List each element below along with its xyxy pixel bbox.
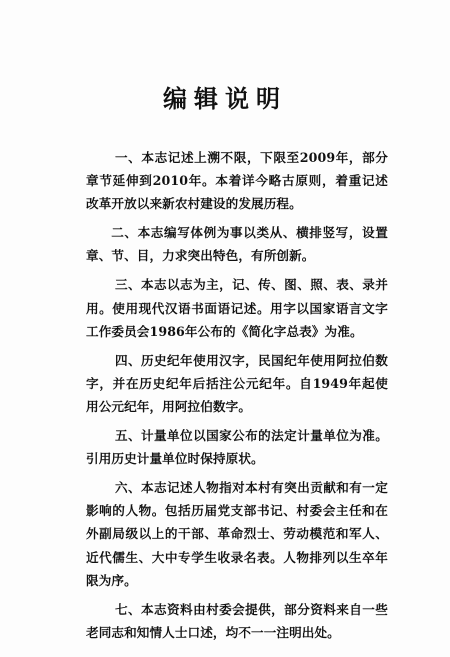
page-title: 编辑说明	[163, 84, 287, 113]
document-body	[86, 146, 388, 650]
paragraph-3: 三、本志以志为主，记、传、图、照、表、录并用。使用现代汉语书面语记述。用字以国家语言文字工作委员会1986年公布的《简化字总表》为准。	[86, 277, 388, 339]
paragraph-4: 四、历史纪年使用汉字，民国纪年使用阿拉伯数字，并在历史纪年后括注公元纪年。自1949年起使用公元纪年，用阿拉伯数字。	[86, 352, 388, 414]
paragraph-2: 二、本志编写体例为事以类从、横排竖写，设置章、节、目，力求突出特色，有所创新。	[86, 225, 388, 264]
paragraph-7: 七、本志资料由村委会提供，部分资料来自一些老同志和知情人士口述，均不一一注明出处。	[86, 601, 388, 640]
paragraph-1: 一、本志记述上溯不限，下限至2009年，部分章节延伸到2010年。本着详今略古原则，着重记述改革开放以来新农村建设的发展历程。	[86, 150, 388, 212]
paragraph-5: 五、计量单位以国家公布的法定计量单位为准。引用历史计量单位时保持原状。	[86, 428, 388, 467]
paragraph-6: 六、本志记述人物指对本村有突出贡献和有一定影响的人物。包括历届党支部书记、村委会主任和在外副局级以上的干部、革命烈士、劳动模范和军人、近代儒生、大中专学生收录名表。人物排列以生卒年限为序。	[86, 480, 388, 588]
